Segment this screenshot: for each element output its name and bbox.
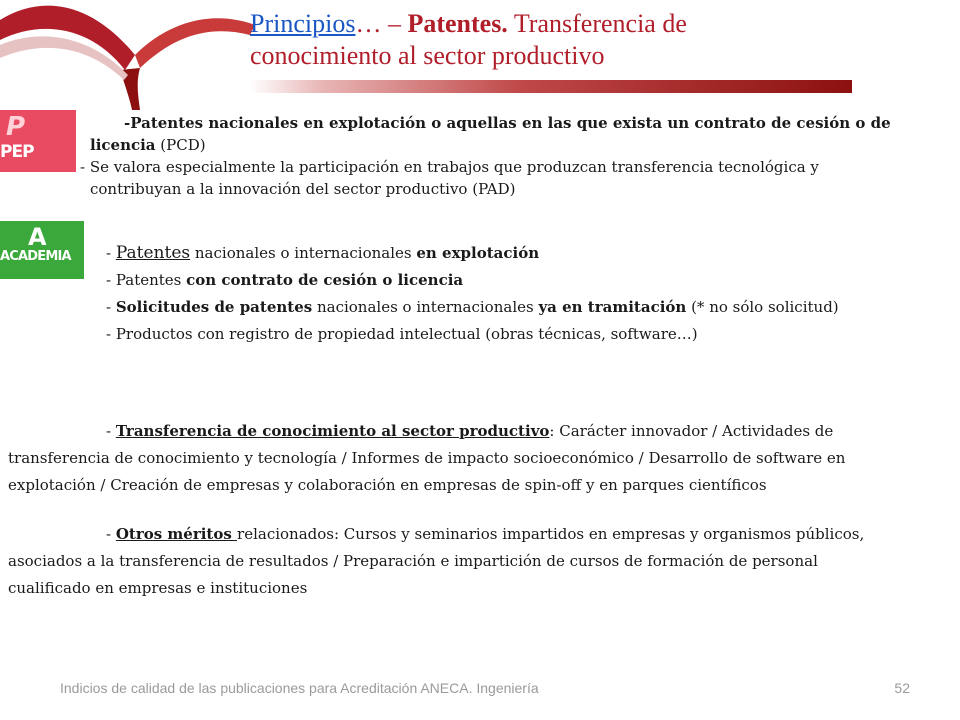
academia-item-4: - Productos con registro de propiedad intelectual (obras técnicas, software…) xyxy=(106,325,698,343)
pep-logo xyxy=(0,110,76,172)
book-page-right xyxy=(135,18,255,68)
transfer-heading: Transferencia de conocimiento al sector productivo xyxy=(115,422,550,440)
transfer-line-1-rest: : Carácter innovador / Actividades de xyxy=(549,422,834,440)
pep-line-1: -Patentes nacionales en explotación o aquellas en las que exista un contrato de cesión o de xyxy=(124,114,891,132)
academia-item-1-mid: nacionales o internacionales xyxy=(190,244,417,262)
pep-line-2 xyxy=(80,134,948,156)
academia-contrato: con contrato de cesión o licencia xyxy=(186,271,464,289)
pep-pcd: (PCD) xyxy=(155,136,206,154)
academia-item-1-dash: - xyxy=(106,244,116,262)
pep-logo-text: PEP xyxy=(0,142,34,162)
academia-item-2-start: - Patentes xyxy=(106,271,187,289)
academia-logo-text: ACADEMIA xyxy=(0,249,71,264)
academia-item-3-dash: - xyxy=(106,298,116,316)
academia-solicitudes: Solicitudes de patentes xyxy=(115,298,313,316)
page-number: 52 xyxy=(894,680,910,696)
otros-line-3: cualificado en empresas e instituciones xyxy=(8,579,308,597)
otros-line-1 xyxy=(8,521,948,548)
academia-patentes: Patentes xyxy=(115,243,191,263)
academia-item-3-mid: nacionales o internacionales xyxy=(312,298,539,316)
pep-block xyxy=(80,112,948,200)
transfer-paragraph xyxy=(8,418,948,499)
otros-line-1-rest: relacionados: Cursos y seminarios impartidos en empresas y organismos públicos, xyxy=(237,525,865,543)
pep-line-3: - Se valora especialmente la participación en trabajos que produzcan transferencia tecnológica y xyxy=(80,158,819,176)
slide-title xyxy=(250,8,950,72)
otros-dash: - xyxy=(106,525,116,543)
otros-paragraph xyxy=(8,521,948,602)
transfer-line-2: transferencia de conocimiento y tecnología / Informes de impacto socioeconómico / Desarrollo de software en xyxy=(8,449,846,467)
transfer-line-1 xyxy=(8,418,948,445)
pep-logo-glyph: P xyxy=(6,112,26,142)
title-rule xyxy=(250,80,852,93)
title-line-2: conocimiento al sector productivo xyxy=(250,41,605,70)
academia-en-explotacion: en explotación xyxy=(416,244,540,262)
academia-item-2 xyxy=(106,267,946,294)
transfer-line-3: explotación / Creación de empresas y colaboración en empresas de spin-off y en parques científicos xyxy=(8,476,767,494)
pep-line-4: contribuyan a la innovación del sector productivo (PAD) xyxy=(90,180,516,198)
transfer-dash: - xyxy=(106,422,116,440)
footer-text: Indicios de calidad de las publicaciones para Acreditación ANECA. Ingeniería xyxy=(60,680,539,696)
footer xyxy=(60,680,910,696)
title-separator: … – xyxy=(355,9,401,38)
pep-licencia: licencia xyxy=(90,136,156,154)
book-logo xyxy=(0,0,260,110)
academia-item-3-note: (* no sólo solicitud) xyxy=(686,298,839,316)
otros-line-2: asociados a la transferencia de resultados / Preparación e impartición de cursos de formación de personal xyxy=(8,552,818,570)
book-page-left xyxy=(0,6,135,70)
otros-heading: Otros méritos xyxy=(115,525,238,543)
academia-tramitacion: ya en tramitación xyxy=(538,298,687,316)
title-rest: Transferencia de xyxy=(513,9,687,38)
title-bold: Patentes. xyxy=(407,9,508,38)
academia-logo-glyph: A xyxy=(28,223,47,251)
academia-item-3 xyxy=(106,294,946,321)
title-link-principios[interactable]: Principios xyxy=(250,9,356,38)
academia-block xyxy=(106,240,946,348)
academia-item-1 xyxy=(106,240,946,267)
academia-logo xyxy=(0,221,84,279)
